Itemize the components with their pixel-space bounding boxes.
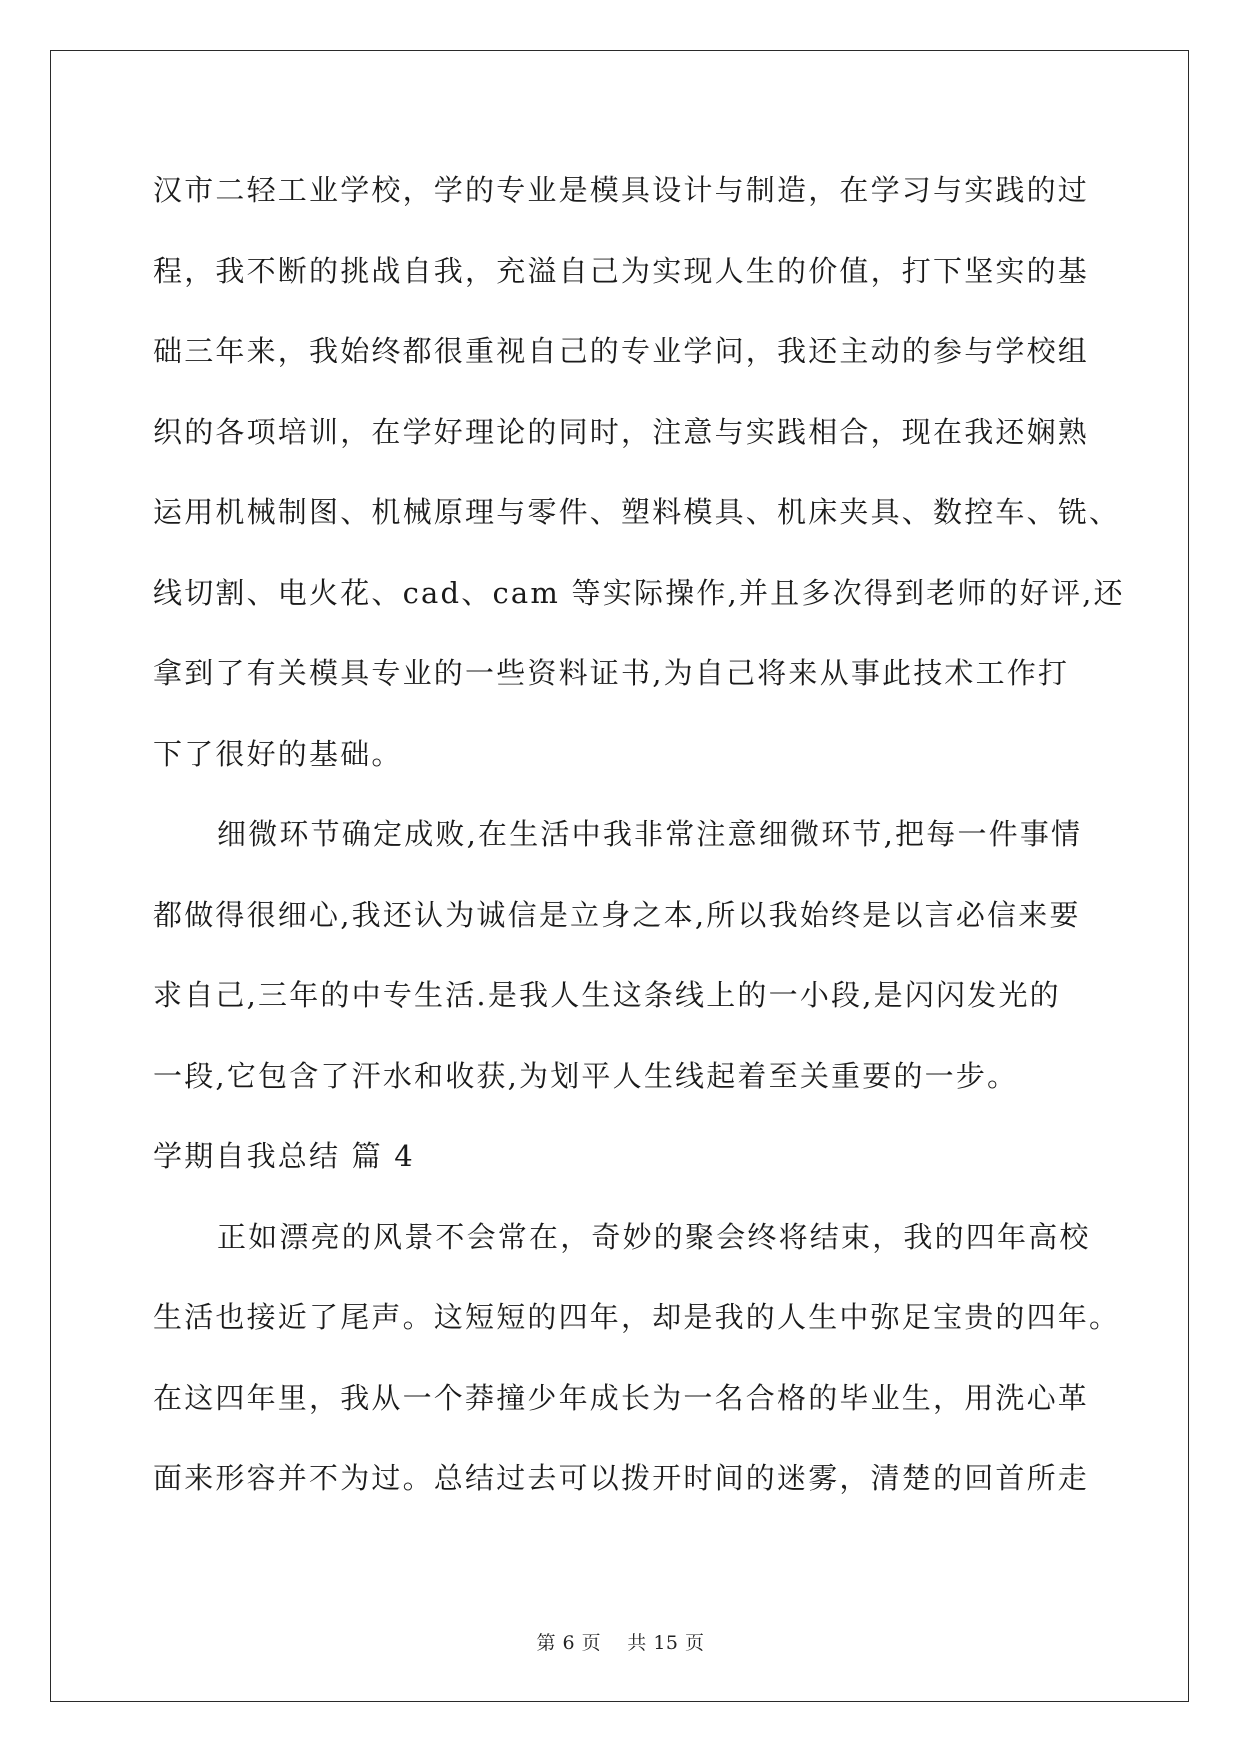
text-line: 下了很好的基础。	[153, 736, 403, 771]
text-line: 都做得很细心,我还认为诚信是立身之本,所以我始终是以言必信来要	[153, 897, 1081, 932]
text-line: 汉市二轻工业学校，学的专业是模具设计与制造，在学习与实践的过	[153, 173, 1090, 207]
text-line: 拿到了有关模具专业的一些资料证书,为自己将来从事此技术工作打	[153, 656, 1070, 690]
text-line: 运用机械制图、机械原理与零件、塑料模具、机床夹具、数控车、铣、	[153, 495, 1121, 529]
text-line: 求自己,三年的中专生活.是我人生这条线上的一小段,是闪闪发光的	[153, 978, 1061, 1012]
document-body	[153, 163, 1125, 1532]
text-line: 正如漂亮的风景不会常在，奇妙的聚会终将结束，我的四年高校	[217, 1219, 1091, 1254]
text-line: 面来形容并不为过。总结过去可以拨开时间的迷雾，清楚的回首所走	[153, 1461, 1090, 1495]
paragraph-2	[153, 807, 1093, 1129]
paragraph-1	[153, 163, 1125, 807]
text-line: 础三年来，我始终都很重视自己的专业学问，我还主动的参与学校组	[153, 334, 1090, 368]
text-line: 一段,它包含了汗水和收获,为划平人生线起着至关重要的一步。	[153, 1058, 1019, 1093]
page-footer	[0, 1628, 1241, 1655]
text-line: 生活也接近了尾声。这短短的四年，却是我的人生中弥足宝贵的四年。	[153, 1300, 1121, 1334]
text-line: 线切割、电火花、cad、cam 等实际操作,并且多次得到老师的好评,还	[153, 575, 1125, 610]
text-line: 织的各项培训，在学好理论的同时，注意与实践相合，现在我还娴熟	[153, 414, 1090, 449]
page-number: 第 6 页 共 15 页	[536, 1632, 705, 1654]
text-line: 细微环节确定成败,在生活中我非常注意细微环节,把每一件事情	[217, 817, 1083, 851]
text-line: 程，我不断的挑战自我，充溢自己为实现人生的价值，打下坚实的基	[153, 253, 1090, 288]
paragraph-3	[153, 1210, 1121, 1532]
section-heading: 学期自我总结 篇 4	[153, 1139, 415, 1173]
text-line: 在这四年里，我从一个莽撞少年成长为一名合格的毕业生，用洗心革	[153, 1380, 1090, 1415]
